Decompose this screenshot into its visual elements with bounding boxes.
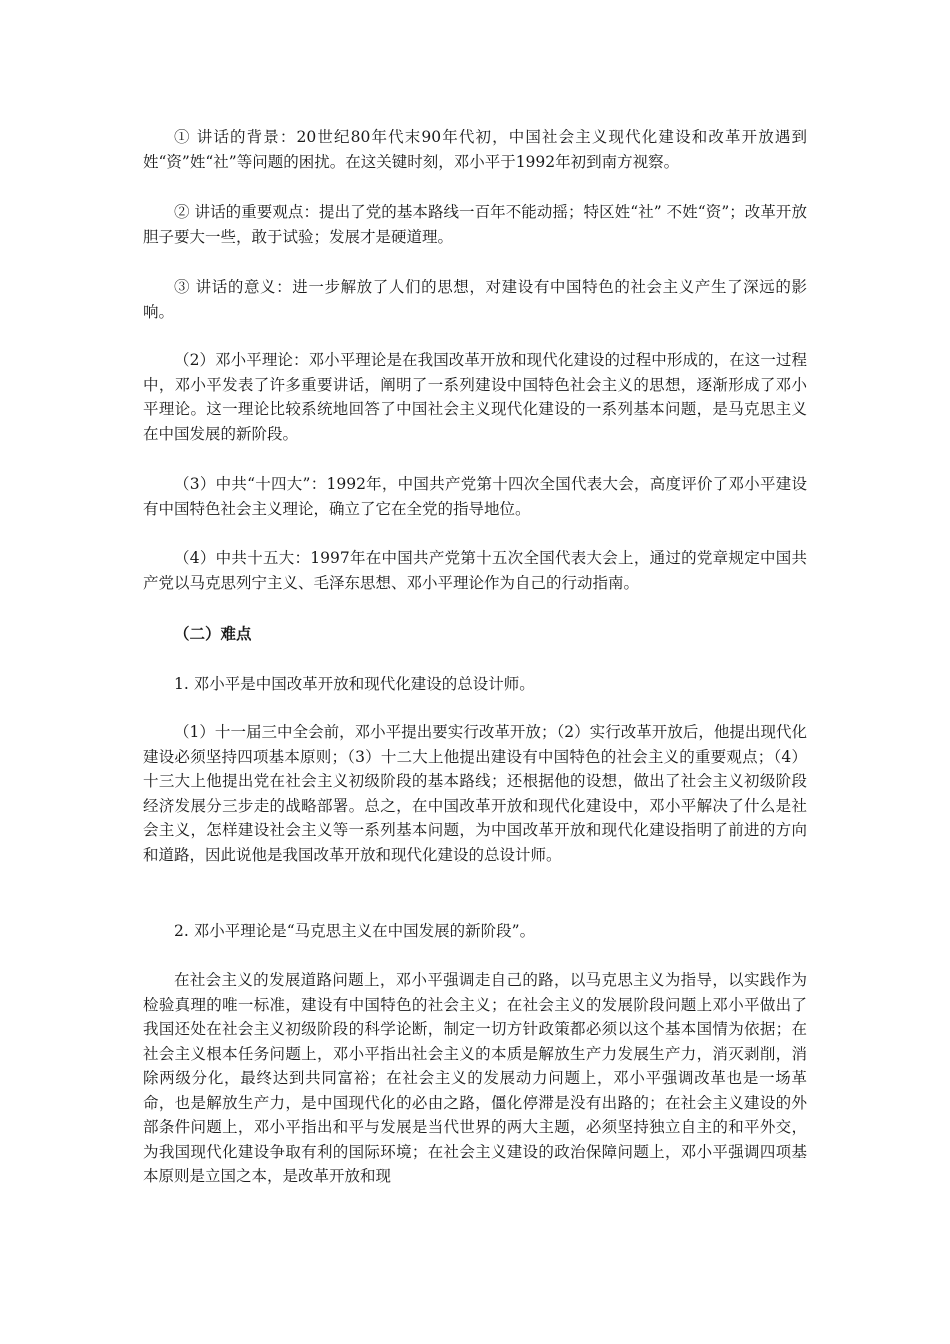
point-1-heading: 1. 邓小平是中国改革开放和现代化建设的总设计师。 [174, 675, 535, 693]
paragraph-speech-background: ① 讲话的背景：20世纪80年代末90年代初，中国社会主义现代化建设和改革开放遇到姓“资”姓“社”等问题的困扰。在这关键时刻，邓小平于1992年初到南方视察。 [143, 128, 807, 171]
paragraph-speech-viewpoints: ② 讲话的重要观点：提出了党的基本路线一百年不能动摇；特区姓“社” 不姓“资”；改革开放胆子要大一些，敢于试验；发展才是硬道理。 [143, 203, 807, 246]
section-heading-difficulties: （二）难点 [174, 624, 252, 643]
paragraph-15th-congress: （4）中共十五大：1997年在中国共产党第十五次全国代表大会上，通过的党章规定中国共产党以马克思列宁主义、毛泽东思想、邓小平理论作为自己的行动指南。 [143, 549, 807, 592]
point-2-heading: 2. 邓小平理论是“马克思主义在中国发展的新阶段”。 [174, 922, 536, 940]
paragraph-new-stage: 在社会主义的发展道路问题上，邓小平强调走自己的路，以马克思主义为指导，以实践作为检验真理的唯一标准，建设有中国特色的社会主义；在社会主义的发展阶段问题上邓小平做出了我国还处在社会主义初级阶段的科学论断，制定一切方针政策都必须以这个基本国情为依据；在社会主义根本任务问题上，邓小平指出社会主义的本质是解放生产力发展生产力，消灭剥削，消除两级分化，最终达到共同富裕；在社会主义的发展动力问题上，邓小平强调改革也是一场革命，也是解放生产力，是中国现代化的必由之路，僵化停滞是没有出路的；在社会主义建设的外部条件问题上，邓小平指出和平与发展是当代世界的两大主题，必须坚持独立自主的和平外交，为我国现代化建设争取有利的国际环境；在社会主义建设的政治保障问题上，邓小平强调四项基本原则是立国之本，是改革开放和现 [143, 971, 807, 1185]
paragraph-deng-theory: （2）邓小平理论：邓小平理论是在我国改革开放和现代化建设的过程中形成的，在这一过程中，邓小平发表了许多重要讲话，阐明了一系列建设中国特色社会主义的思想，逐渐形成了邓小平理论。这一理论比较系统地回答了中国社会主义现代化建设的一系列基本问题，是马克思主义在中国发展的新阶段。 [143, 351, 807, 443]
paragraph-chief-architect: （1）十一届三中全会前，邓小平提出要实行改革开放；（2）实行改革开放后，他提出现代化建设必须坚持四项基本原则；（3）十二大上他提出建设有中国特色的社会主义的重要观点；（4）十三大上他提出党在社会主义初级阶段的基本路线；还根据他的设想，做出了社会主义初级阶段经济发展分三步走的战略部署。总之，在中国改革开放和现代化建设中，邓小平解决了什么是社会主义，怎样建设社会主义等一系列基本问题，为中国改革开放和现代化建设指明了前进的方向和道路，因此说他是我国改革开放和现代化建设的总设计师。 [143, 723, 807, 864]
paragraph-14th-congress: （3）中共“十四大”：1992年，中国共产党第十四次全国代表大会，高度评价了邓小平建设有中国特色社会主义理论，确立了它在全党的指导地位。 [143, 475, 807, 518]
paragraph-speech-significance: ③ 讲话的意义：进一步解放了人们的思想，对建设有中国特色的社会主义产生了深远的影响。 [143, 278, 807, 321]
